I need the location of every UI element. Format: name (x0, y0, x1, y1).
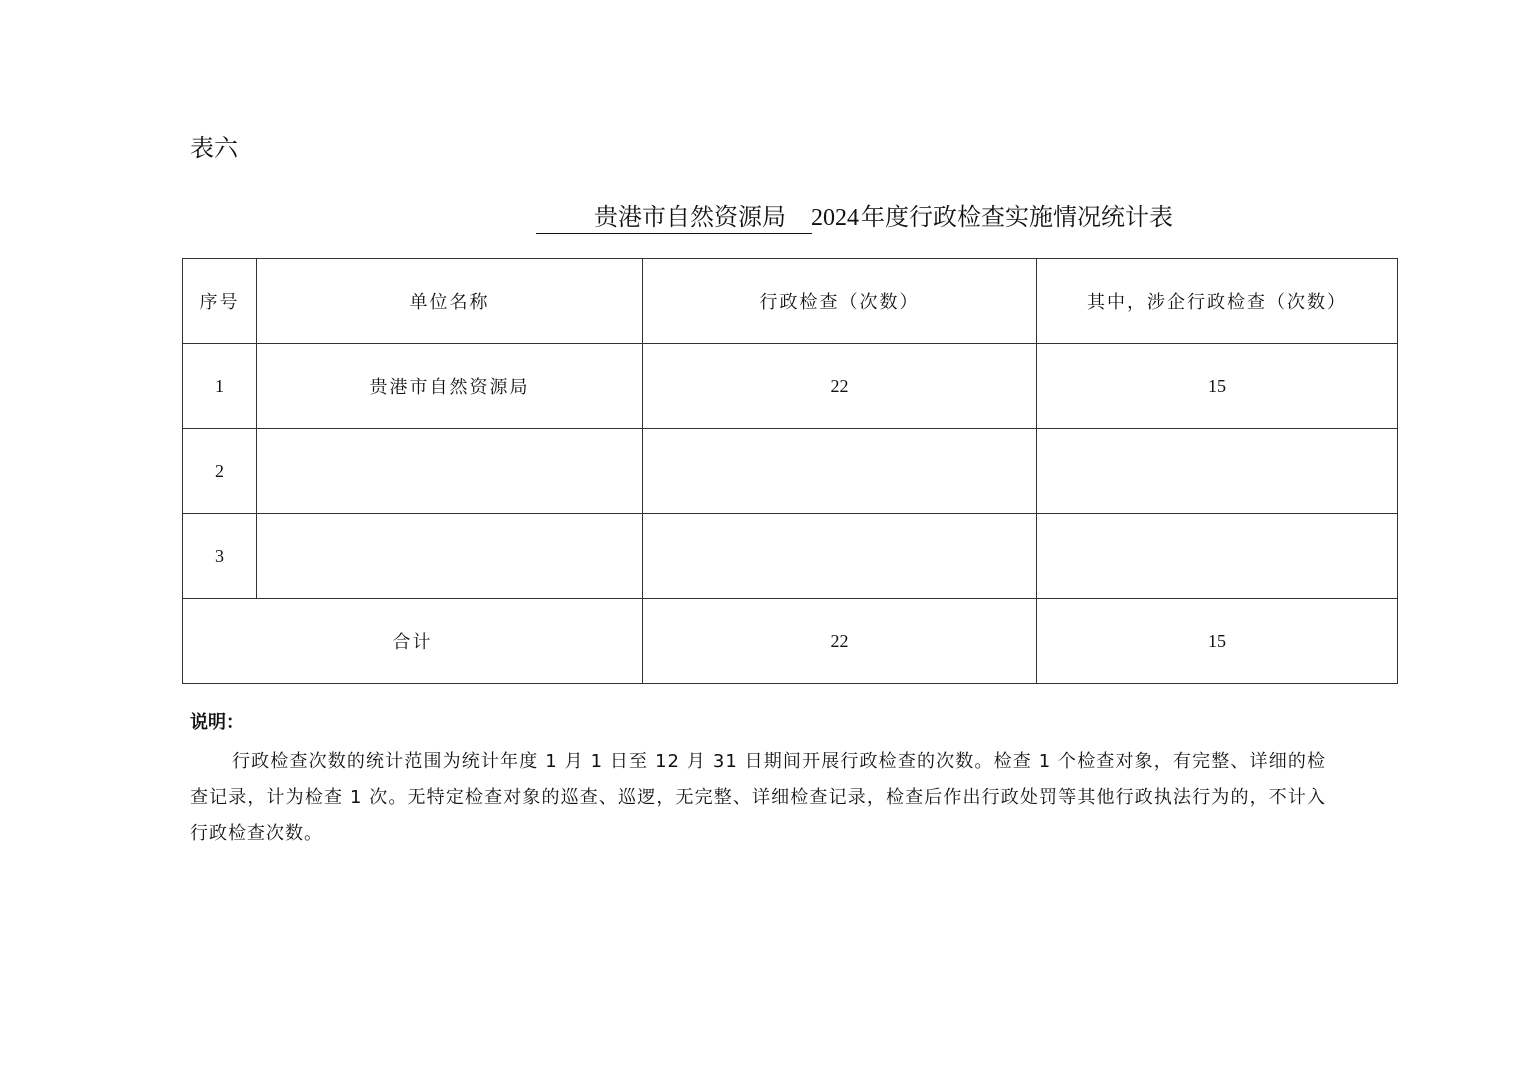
table-total-row (183, 599, 1398, 684)
title-agency-name: 贵港市自然资源局 (536, 201, 812, 234)
table-row (183, 429, 1398, 514)
row-index: 2 (183, 429, 257, 514)
header-unit-name: 单位名称 (257, 259, 643, 344)
header-enterprise-inspections: 其中，涉企行政检查（次数） (1037, 259, 1398, 344)
row-unit-name (257, 429, 643, 514)
row-unit-name (257, 514, 643, 599)
row-index: 3 (183, 514, 257, 599)
table-row (183, 514, 1398, 599)
row-inspections (643, 514, 1037, 599)
row-enterprise-inspections: 15 (1037, 344, 1398, 429)
row-inspections (643, 429, 1037, 514)
table-row (183, 344, 1398, 429)
row-inspections: 22 (643, 344, 1037, 429)
table-label: 表六 (190, 134, 238, 162)
title-year: 2024 (811, 205, 859, 231)
row-enterprise-inspections (1037, 429, 1398, 514)
total-enterprise-inspections: 15 (1037, 599, 1398, 684)
notes-heading: 说明： (190, 712, 244, 733)
row-index: 1 (183, 344, 257, 429)
header-inspections: 行政检查（次数） (643, 259, 1037, 344)
total-label: 合计 (183, 599, 643, 684)
title-rest: 年度行政检查实施情况统计表 (861, 203, 1173, 231)
header-index: 序号 (183, 259, 257, 344)
table-header-row (183, 259, 1398, 344)
total-inspections: 22 (643, 599, 1037, 684)
document-title (536, 201, 1173, 234)
row-unit-name: 贵港市自然资源局 (257, 344, 643, 429)
row-enterprise-inspections (1037, 514, 1398, 599)
notes-body: 行政检查次数的统计范围为统计年度 1 月 1 日至 12 月 31 日期间开展行政检查的次数。检查 1 个检查对象，有完整、详细的检查记录，计为检查 1 次。无特定检查对象的巡查、巡逻，无完整、详细检查记录，检查后作出行政处罚等其他行政执法行为的，不计入行政检查次数。 (190, 751, 1326, 844)
inspection-stats-table (182, 258, 1398, 684)
